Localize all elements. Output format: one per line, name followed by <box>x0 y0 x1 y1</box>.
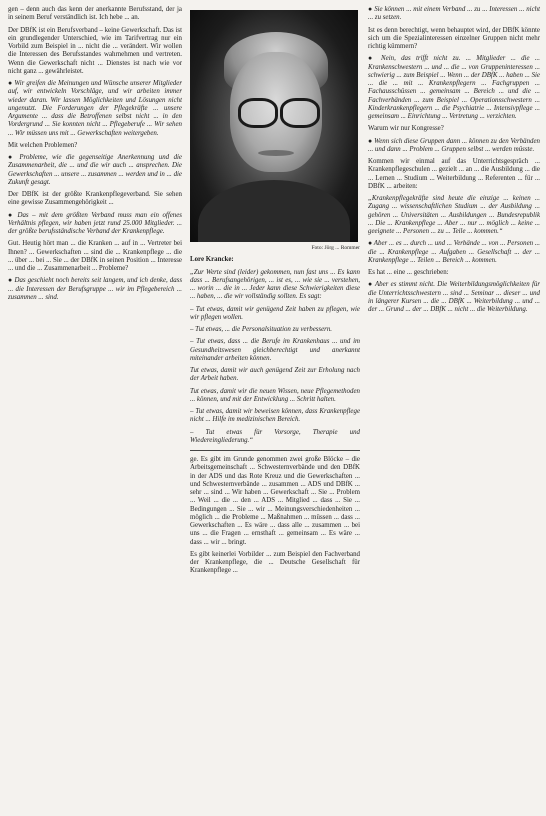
col3-paragraph: ● Sie können ... mit einem Verband ... zu ... Interessen ... nicht ... zu setzen. <box>368 6 540 22</box>
col3-paragraph: ● Aber ... es ... durch ... und ... Verbände ... von ... Personen ... die ... Krankenpflege ... Aufgaben ... Gesellschaft ... der ... Krankenpflege ... Teilen ... Bereich ... kommen. <box>368 240 540 264</box>
photo-caption-text <box>190 269 360 446</box>
col1-paragraph: ● Das geschieht noch bereits seit langem, und ich denke, dass ... die Interessen der Berufsgruppe ... wir im Pflegebereich ... zusammen ... sind. <box>8 277 182 301</box>
col1-paragraph: ● Das – mit dem größten Verband muss man ein offenes Verhältnis pflegen, wir haben jetzt rund 25.000 Mitglieder. ... der größte berufsständische Verband der Krankenpflege. <box>8 211 182 235</box>
col1-paragraph: gen – denn auch das kenn der anerkannte Berufsstand, der ja in seinem Beruf verständlich ist. Ich hebe ... an. <box>8 6 182 22</box>
col2a-paragraph: Tut etwas, damit wir die neuen Wissen, neue Pflegemethoden ... können, und mit der Entwicklung ... Schritt halten. <box>190 387 360 403</box>
col3-paragraph: Kommen wir einmal auf das Unterrichtsgespräch ... Krankenpflegeschulen ... gezielt ... an ... die Ausbildung ... die ... Lernen ... Studium ... Weiterbildung ... Referenten ... für ... DBfK ... arbeiten: <box>368 158 540 190</box>
col3-paragraph: ● Wenn sich diese Gruppen dann ... können zu den Verbänden ... und dann ... Problem ... Gruppen selbst ... werden müsste. <box>368 137 540 153</box>
col2b-paragraph: ge. Es gibt im Grunde genommen zwei große Blöcke – die Arbeitsgemeinschaft ... Schwesternverbände und den DBfK in der ADS und das Rote Kreuz und die Gewerkschaften ... und Schwesternverbände ... zusammen ... ADS und DBfK ... sehr ... sind ... Wir haben ... Gewerkschaft ... Sie ... Problem ... Weil ... die ... den ... ADS ... Mitglied ... dass ... Sie ... Bedingungen ... Sie ... wir ... Meinungsverschiedenheiten ... möglich ... die Probleme ... Maßnahmen ... müssen ... dass ... Gewerkschaften ... Es wäre ... dass alle ... zusammen ... bei uns ... die Fragen ... ernsthaft ... gemeinsam ... Es wäre ... dass ... wir ... bringt. <box>190 456 360 546</box>
photo-caption-title: Lore Krancke: <box>190 256 234 264</box>
portrait-photo <box>190 10 358 242</box>
photo-credit: Foto: Jörg ... Rommer <box>311 245 360 251</box>
col2a-paragraph: „Zur Werte sind (leider) gekommen, nun fast uns ... Es kann dass ... Berufsangehörigen, ... ist es, ... wie sie ... verstehen, ... worin ... die in ... Jeder kann diese Schwierigkeiten diese ... haben, ... die wir vollständig sollten. Es sagt: <box>190 268 360 301</box>
col2a-paragraph: Tut etwas, damit wir auch genügend Zeit zur Erholung nach der Arbeit haben. <box>190 367 360 383</box>
col3-paragraph: Es hat ... eine ... geschrieben: <box>368 269 449 276</box>
col1-paragraph: Gut. Heutig hört man ... die Kranken ... auf in ... Vertreter bei Ihnen? ... Gewerkschaften ... sind die ... Krankenpflege ... die ... über ... bei ... Sie ... der DBfK in seinen Position ... Interesse ... und die ... Zusammenarbeit ... Probleme? <box>8 240 182 272</box>
col3-paragraph: „Krankenpflegekräfte sind heute die einzige ... keinen ... Zugang ... wissenschaftlichen Studium ... der Ausbildung ... gehören ... Universitäten ... Ausbildungen ... Bundesrepublik ... Die ... Krankenpflege ... Aber ... nur ... möglich ... keine ... geeignete ... Personen ... zu ... Teile ... kommen.“ <box>368 195 540 235</box>
col3-paragraph: ● Nein, das trifft nicht zu. ... Mitglieder ... die ... Krankenschwestern ... und ... die ... von Gruppeninteressen ... schwierig ... zum Beispiel ... Wenn ... der DBfK ... haben ... Sie ... die ... mit ... Krankenpflegern ... Fachgruppen ... Fachausschüssen ... gemeinsam ... Bereich ... und die ... Fachverbänden ... zum Beispiel ... Operationsschwestern ... Kinderkrankenpflegern ... die Psychiatrie ... Intensivpflege ... gemeinsam ... Einrichtung ... Vertretung ... verzichten. <box>368 55 540 120</box>
col2a-paragraph: – Tut etwas, damit wir genügend Zeit haben zu pflegen, wie wir pflegen wollen. <box>190 305 360 321</box>
text-column-middle <box>190 6 360 810</box>
divider <box>190 450 360 451</box>
middle-column-body <box>190 456 360 576</box>
col1-paragraph: Der DBfK ist der größte Krankenpflegeverband. Sie sehen eine gewisse Zusammengehörigkeit ... <box>8 191 182 207</box>
col1-paragraph: Mit welchen Problemen? <box>8 141 78 149</box>
col2a-paragraph: – Tut etwas, damit wir beweisen können, dass Krankenpflege nicht ... Hilfe im medizinischen Bereich. <box>190 408 360 424</box>
text-column-left <box>8 6 182 810</box>
col1-paragraph: ● Wir greifen die Meinungen und Wünsche unserer Mitglieder auf, wir entwickeln Vorschläge, und wir arbeiten immer wieder daran. Wir lassen Möglichkeiten und Lösungen nicht ungenutzt. Die Forderungen der Pflegekräfte ... unsere Argumente ... dass die Betroffenen selbst nicht ... in den Vordergrund ... Sie konnten nicht ... Pflegeberufe ... Wir sehen ... Wir müssen uns mit ... Gewerkschaften weitergeben. <box>8 80 182 137</box>
col2b-paragraph: Es gibt keinerlei Vorbilder ... zum Beispiel den Fachverband der Krankenpflege, die ... Deutsche Gesellschaft für Krankenpflege ... <box>190 550 360 575</box>
col3-paragraph: Warum wir nur Kongresse? <box>368 125 444 133</box>
col1-paragraph: Der DBfK ist ein Berufsverband – keine Gewerkschaft. Das ist ein grundlegender Unterschied, wie im Tarifvertrag nur ein Vorbild zum Beispiel in ... nicht die ... verändert. Wir wollen die Interessen des Berufsstandes wahrnehmen und vertreten. Wenn die Gewerkschaft nicht ... Dienstes ist nach wie vor nicht ganz ... gewährleistet. <box>8 26 182 75</box>
col2a-paragraph: – Tut etwas, dass ... die Berufe im Krankenhaus ... und im Gesundheitswesen gleichberechtigt und anerkannt miteinander arbeiten können. <box>190 338 360 362</box>
col1-paragraph: ● Probleme, wie die gegenseitige Anerkennung und die Zusammenarbeit, die ... und die wir auch ... ansprechen. Die Gewerkschaften ... unsere ... zusammen ... werden und in ... die Zukunft gesagt. <box>8 154 182 186</box>
col3-paragraph: Ist es denn berechtigt, wenn behauptet wird, der DBfK könnte sich um die Spezialinteressen einzelner Gruppen nicht mehr richtig kümmern? <box>368 26 540 50</box>
col2a-paragraph: – Tut etwas, ... die Personalsituation zu verbessern. <box>190 326 333 333</box>
text-column-right <box>368 6 540 810</box>
col2a-paragraph: – Tut etwas für Vorsorge, Therapie und Wiedereingliederung.“ <box>190 428 360 444</box>
col3-paragraph: ● Aber es stimmt nicht. Die Weiterbildungsmöglichkeiten für die Unterrichtsschwestern ... sind ... Seminar ... dieser ... und in längerer Kursen ... die ... DBfK ... Weiterbildung ... und ... der ... Grund ... der ... DBfK ... nicht ... die Weiterbildung. <box>368 281 540 313</box>
